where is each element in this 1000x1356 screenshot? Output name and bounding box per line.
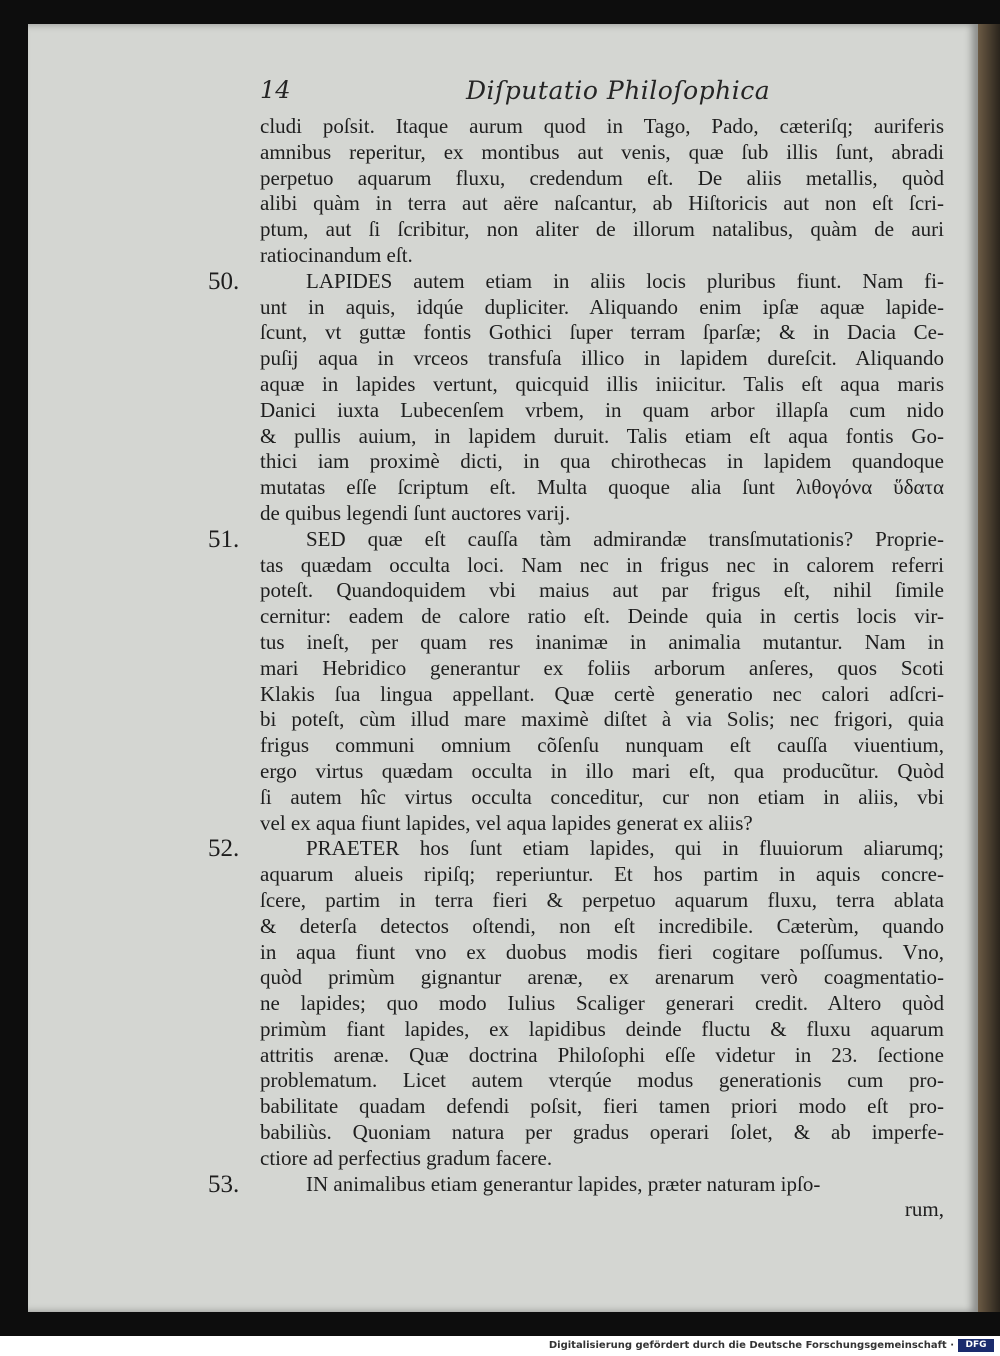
dfg-logo: DFG bbox=[958, 1339, 994, 1352]
text-line: amnibus reperitur, ex montibus aut venis, quæ ſub illis ſunt, abradi bbox=[260, 139, 944, 164]
paragraph bbox=[208, 267, 944, 527]
text-line: babiliùs. Quoniam natura per gradus operari ſolet, & ab imperfe- bbox=[260, 1120, 944, 1145]
text-line: ptum, aut ſi ſcribitur, non aliter de illorum natalibus, quàm de auri bbox=[260, 217, 944, 242]
text-line: Danici iuxta Lubecenſem vrbem, in quam arbor illapſa cum nido bbox=[260, 397, 944, 422]
text-line: in aqua fiunt vno ex duobus modis fieri cogitare poſſumus. Vno, bbox=[260, 939, 944, 964]
text-line: ergo virtus quædam occulta in illo mari eſt, qua producũtur. Quòd bbox=[260, 758, 944, 783]
text-line: babilitate quadam defendi poſsit, fieri tamen priori modo eſt pro- bbox=[260, 1094, 944, 1119]
text-line: frigus communi omnium cõſenſu nunquam eſt cauſſa viuentium, bbox=[260, 733, 944, 758]
text-line: cernitur: eadem de calore ratio eſt. Deinde quia in certis locis vir- bbox=[260, 604, 944, 629]
paragraph-number: 52. bbox=[208, 835, 240, 863]
paragraph bbox=[208, 835, 944, 1171]
text-line: IN animalibus etiam generantur lapides, præter naturam ipſo- bbox=[306, 1171, 821, 1196]
text-line: Klakis ſua lingua appellant. Quæ certè generatio nec calori adſcri- bbox=[260, 681, 944, 706]
text-line: ctiore ad perfectius gradum facere. bbox=[260, 1145, 553, 1170]
text-line: puſij aqua in vrceos transfuſa illico in lapidem dureſcit. Aliquando bbox=[260, 346, 944, 371]
text-line: PRAETER hos ſunt etiam lapides, qui in fluuiorum aliarumq; bbox=[306, 836, 944, 861]
text-line: quòd primùm gignantur arenæ, ex arenarum verò coagmentatio- bbox=[260, 965, 944, 990]
text-line: alibi quàm in terra aut aëre naſcantur, ab Hiſtoricis aut non eſt ſcri- bbox=[260, 191, 944, 216]
text-line: tus ineſt, per quam res inanimæ in animalia mutantur. Nam in bbox=[260, 629, 944, 654]
text-line: SED quæ eſt cauſſa tàm admirandæ transſmutationis? Proprie- bbox=[306, 526, 944, 551]
text-line: thici iam proximè dicti, in qua chirothecas in lapidem quandoque bbox=[260, 449, 944, 474]
text-line: tas quædam occulta loci. Nam nec in frigus nec in calorem referri bbox=[260, 552, 944, 577]
text-line: mutatas eſſe ſcriptum eſt. Multa quoque alia ſunt λιθογόνα ὕδατα bbox=[260, 475, 944, 500]
text-line: & deterſa detectos oſtendi, non eſt incredibile. Cæterùm, quando bbox=[260, 913, 944, 938]
text-line: primùm fiant lapides, ex lapidibus deinde fluctu & fluxu aquarum bbox=[260, 1016, 944, 1041]
paragraph bbox=[208, 525, 944, 837]
text-line: vel ex aqua fiunt lapides, vel aqua lapides generat ex aliis? bbox=[260, 810, 753, 835]
text-line: de quibus legendi ſunt auctores varij. bbox=[260, 500, 571, 525]
text-line: problematum. Licet autem vterqúe modus generationis cum pro- bbox=[260, 1068, 944, 1093]
text-line: LAPIDES autem etiam in aliis locis pluribus fiunt. Nam fi- bbox=[306, 268, 944, 293]
text-line: cludi poſsit. Itaque aurum quod in Tago, Pado, cæteriſq; auriferis bbox=[260, 114, 944, 138]
digitization-credit: Digitalisierung gefördert durch die Deutsche Forschungsgemeinschaft · bbox=[548, 1340, 954, 1351]
text-line: attritis arenæ. Quæ doctrina Philoſophi eſſe videtur in 23. ſectione bbox=[260, 1042, 944, 1067]
text-line: perpetuo aquarum fluxu, credendum eſt. De aliis metallis, quòd bbox=[260, 165, 944, 190]
text-line: ſcunt, vt guttæ fontis Gothici ſuper terram ſparſæ; & in Dacia Ce- bbox=[260, 320, 944, 345]
paragraph-number: 51. bbox=[208, 525, 240, 553]
running-title: Diſputatio Philoſophica bbox=[466, 76, 771, 105]
text-line: poteſt. Quandoquidem vbi maius aut par frigus eſt, nihil ſimile bbox=[260, 578, 944, 603]
catchword: rum, bbox=[904, 1197, 944, 1222]
paragraph bbox=[260, 114, 944, 269]
text-line: ſi autem hîc virtus occulta conceditur, cur non etiam in aliis, vbi bbox=[260, 784, 944, 809]
text-line: unt in aquis, idqúe dupliciter. Aliquando enim ipſæ aquæ lapide- bbox=[260, 294, 944, 319]
text-line: ne lapides; quo modo Iulius Scaliger generari credit. Altero quòd bbox=[260, 991, 944, 1016]
paragraph-number: 50. bbox=[208, 267, 240, 295]
book-page bbox=[28, 24, 978, 1312]
text-line: mari Hebridico generantur ex foliis arborum anſeres, quos Scoti bbox=[260, 655, 944, 680]
page-number: 14 bbox=[260, 76, 291, 104]
body-text bbox=[208, 114, 944, 1223]
text-line: aquæ in lapides vertunt, quicquid illis iniicitur. Talis eſt aqua maris bbox=[260, 371, 944, 396]
text-line: ratiocinandum eſt. bbox=[260, 242, 413, 267]
text-line: ſcere, partim in terra fieri & perpetuo aquarum fluxu, terra ablata bbox=[260, 887, 944, 912]
paragraph-number: 53. bbox=[208, 1170, 240, 1198]
page-header bbox=[28, 76, 978, 116]
text-line: & pullis auium, in lapidem duruit. Talis etiam eſt aqua fontis Go- bbox=[260, 423, 944, 448]
paragraph bbox=[208, 1170, 944, 1224]
text-line: bi poteſt, cùm illud mare maximè diſtet à via Solis; nec frigori, quia bbox=[260, 707, 944, 732]
text-line: aquarum alueis ripiſq; reperiuntur. Et hos partim in aquis concre- bbox=[260, 862, 944, 887]
book-gutter bbox=[978, 24, 1000, 1312]
